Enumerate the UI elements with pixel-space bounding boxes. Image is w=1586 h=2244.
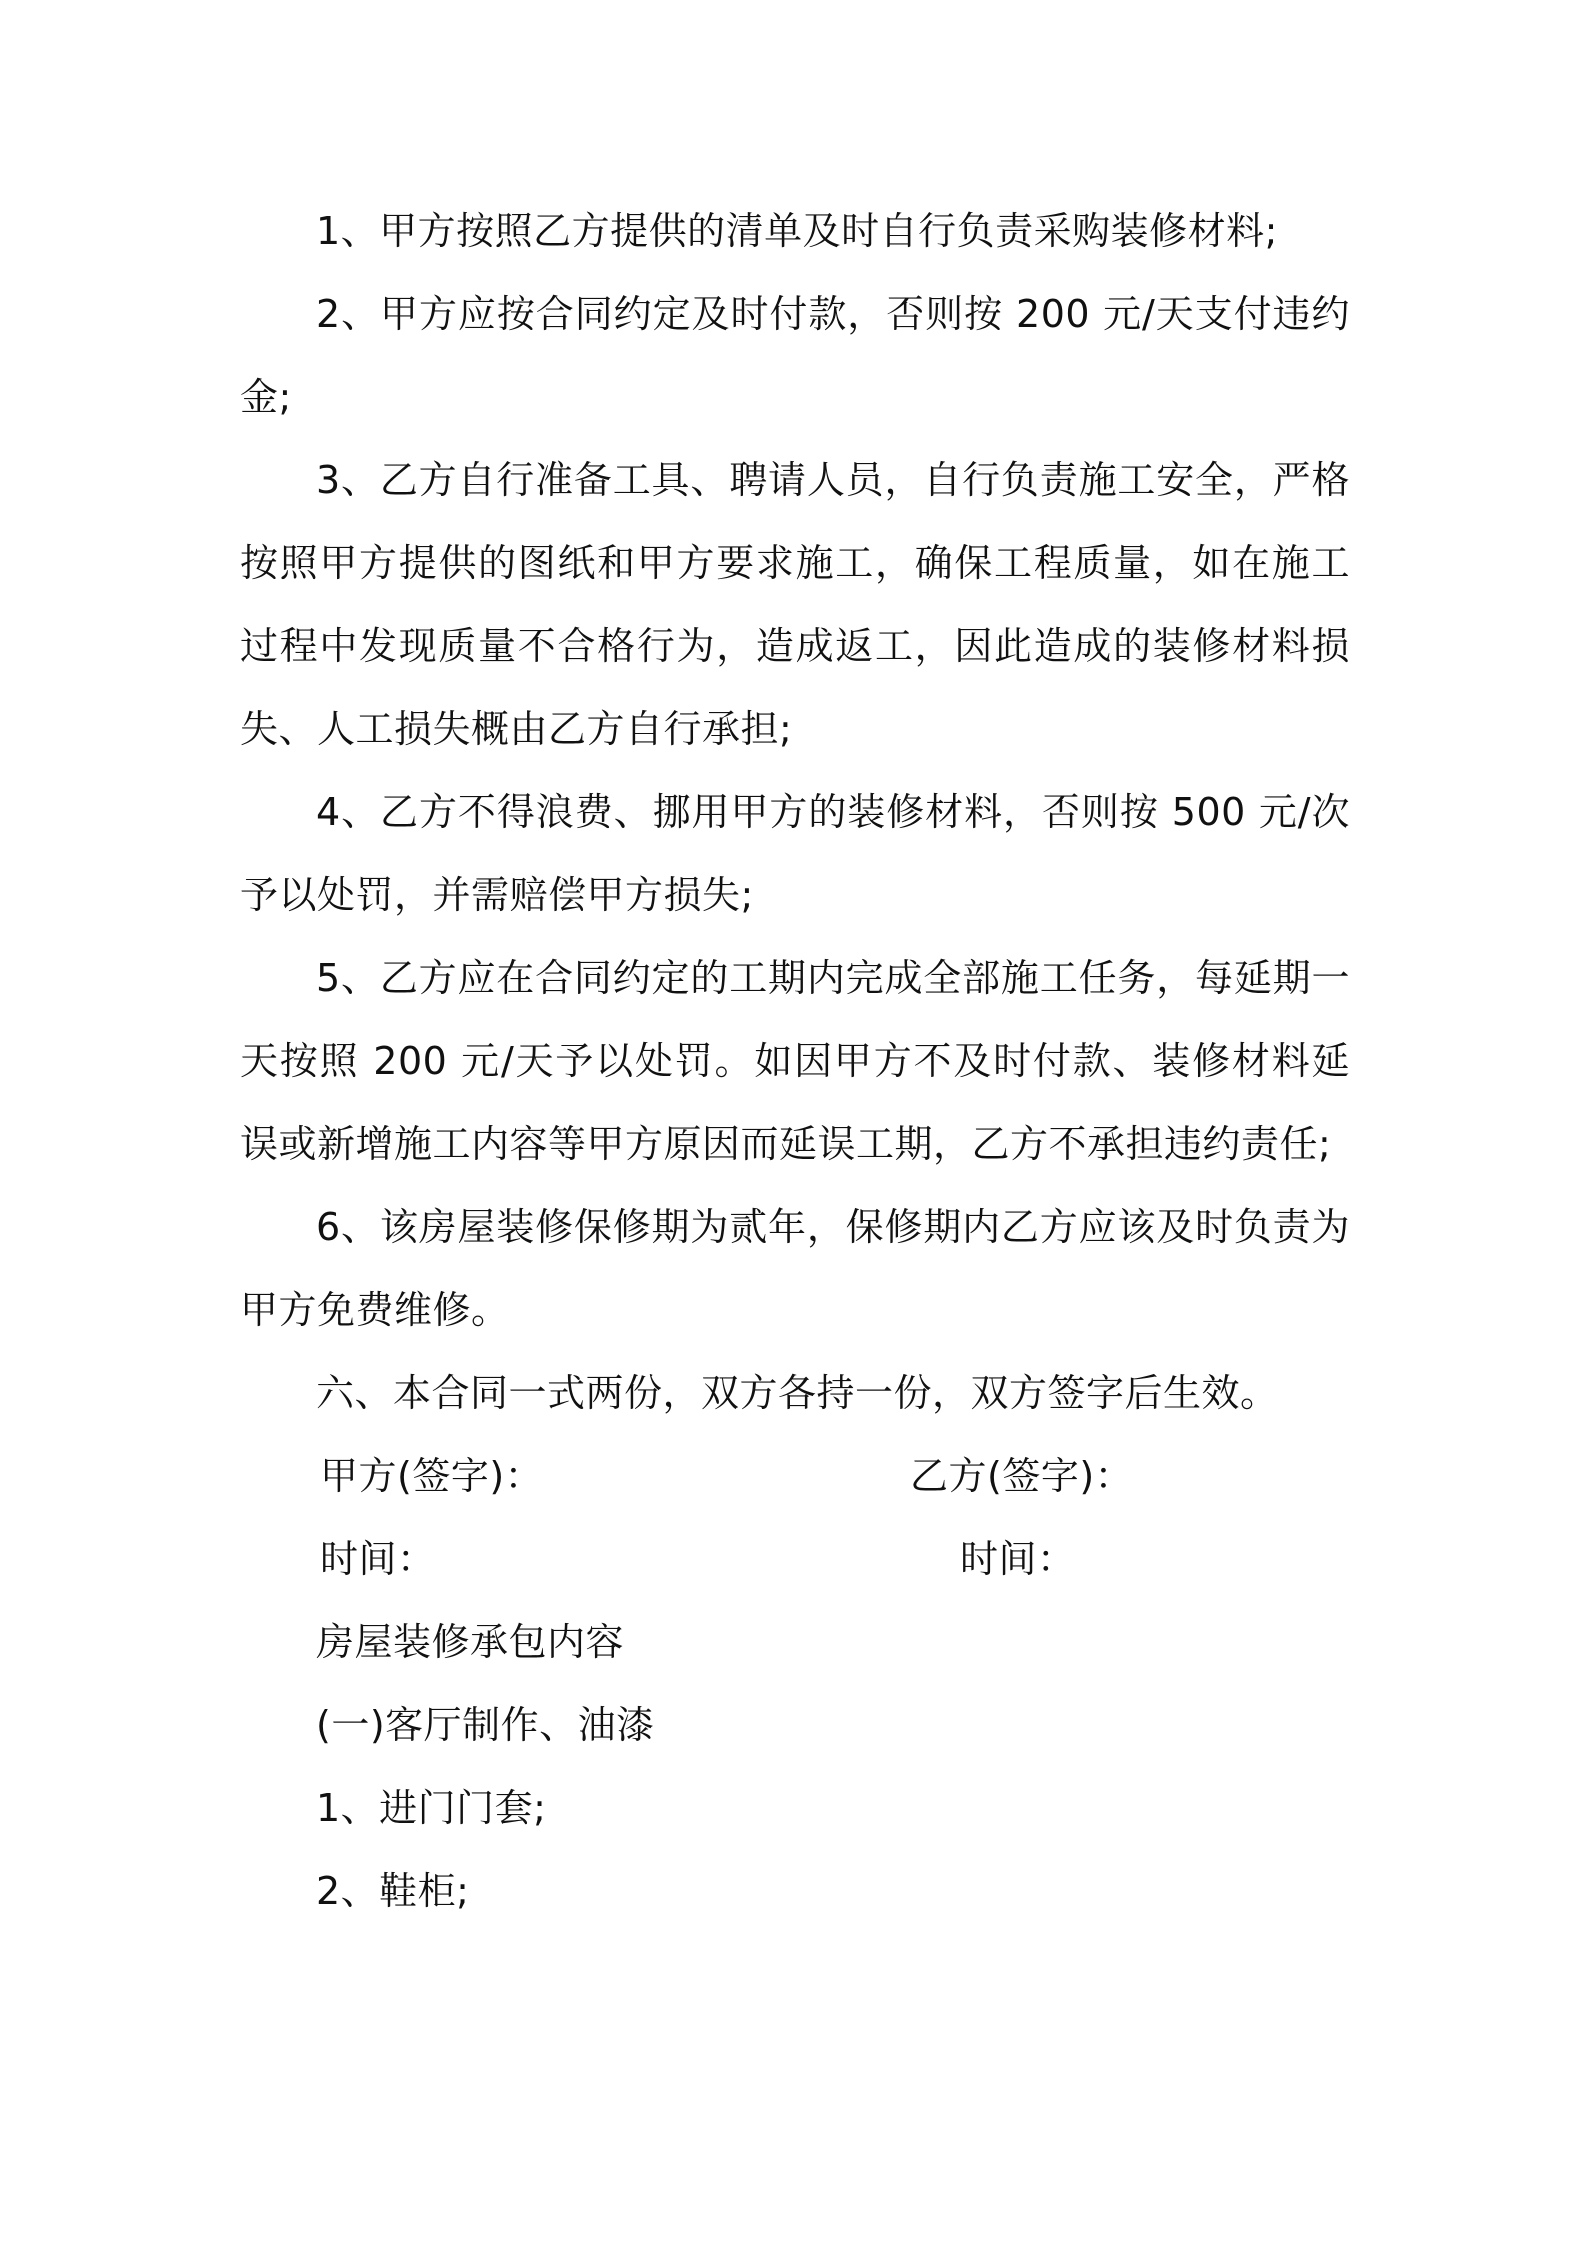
appendix-item: 2、鞋柜; [316, 1869, 470, 1913]
appendix-title: 房屋装修承包内容 [316, 1620, 625, 1664]
signature-row [240, 1435, 1350, 1518]
party-a-signature-label: 甲方(签字)： [320, 1454, 544, 1498]
clause-3: 3、乙方自行准备工具、聘请人员，自行负责施工安全，严格按照甲方提供的图纸和甲方要求施工，确保工程质量，如在施工过程中发现质量不合格行为，造成返工，因此造成的装修材料损失、人工损失概由乙方自行承担; [240, 458, 1350, 751]
clause-4: 4、乙方不得浪费、挪用甲方的装修材料，否则按 500 元/次予以处罚，并需赔偿甲方损失; [240, 790, 1350, 917]
appendix-section: (一)客厅制作、油漆 [316, 1703, 655, 1747]
appendix-item: 1、进门门套; [316, 1786, 547, 1830]
party-a-time-label: 时间： [320, 1537, 436, 1581]
article-six: 六、本合同一式两份，双方各持一份，双方签字后生效。 [316, 1371, 1279, 1415]
document-body [240, 190, 1350, 1933]
party-b-time-label: 时间： [960, 1537, 1076, 1581]
clause-1: 1、甲方按照乙方提供的清单及时自行负责采购装修材料; [316, 209, 1278, 253]
clause-2: 2、甲方应按合同约定及时付款，否则按 200 元/天支付违约金; [240, 292, 1350, 419]
clause-6: 6、该房屋装修保修期为贰年，保修期内乙方应该及时负责为甲方免费维修。 [240, 1205, 1350, 1332]
party-b-signature-label: 乙方(签字)： [910, 1454, 1134, 1498]
time-row [240, 1518, 1350, 1601]
clause-5: 5、乙方应在合同约定的工期内完成全部施工任务，每延期一天按照 200 元/天予以处罚。如因甲方不及时付款、装修材料延误或新增施工内容等甲方原因而延误工期，乙方不承担违约责任; [240, 956, 1350, 1166]
